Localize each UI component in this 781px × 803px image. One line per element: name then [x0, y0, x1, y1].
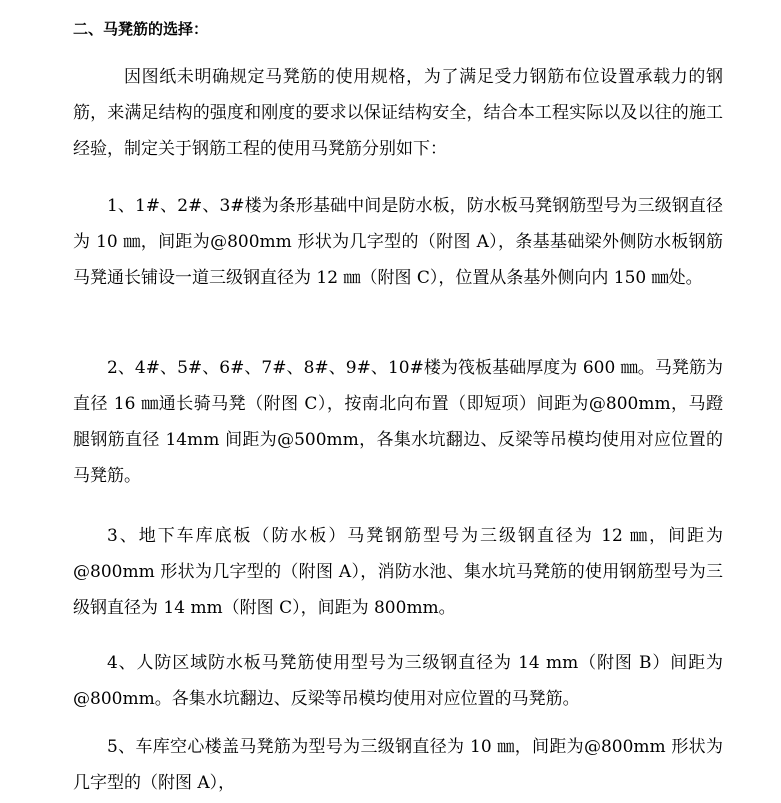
item-paragraph-1: 1、1#、2#、3#楼为条形基础中间是防水板，防水板马凳钢筋型号为三级钢直径为 10 ㎜，间距为@800mm 形状为几字型的（附图 A），条基基础梁外侧防水板钢筋马凳通长铺设一道三级钢直径为 12 ㎜（附图 C），位置从条基外侧向内 150 ㎜处。 [73, 196, 723, 288]
intro-paragraph: 因图纸未明确规定马凳筋的使用规格，为了满足受力钢筋布位设置承载力的钢筋，来满足结构的强度和刚度的要求以保证结构安全，结合本工程实际以及以往的施工经验，制定关于钢筋工程的使用马凳筋分别如下： [73, 67, 723, 159]
item-paragraph-4: 4、人防区域防水板马凳筋使用型号为三级钢直径为 14 mm（附图 B）间距为@800mm。各集水坑翻边、反梁等吊模均使用对应位置的马凳筋。 [73, 653, 723, 709]
item-paragraph-3: 3、地下车库底板（防水板）马凳钢筋型号为三级钢直径为 12 ㎜，间距为@800mm 形状为几字型的（附图 A），消防水池、集水坑马凳筋的使用钢筋型号为三级钢直径为 14 mm（附图 C），间距为 800mm。 [73, 526, 723, 618]
section-heading: 二、马凳筋的选择： [73, 20, 209, 38]
item-paragraph-2: 2、4#、5#、6#、7#、8#、9#、10#楼为筏板基础厚度为 600 ㎜。马凳筋为直径 16 ㎜通长骑马凳（附图 C），按南北向布置（即短项）间距为@800mm，马蹬腿钢筋直径 14mm 间距为@500mm，各集水坑翻边、反梁等吊模均使用对应位置的马凳筋。 [73, 358, 723, 486]
item-paragraph-5: 5、车库空心楼盖马凳筋为型号为三级钢直径为 10 ㎜，间距为@800mm 形状为几字型的（附图 A）， [73, 737, 723, 793]
